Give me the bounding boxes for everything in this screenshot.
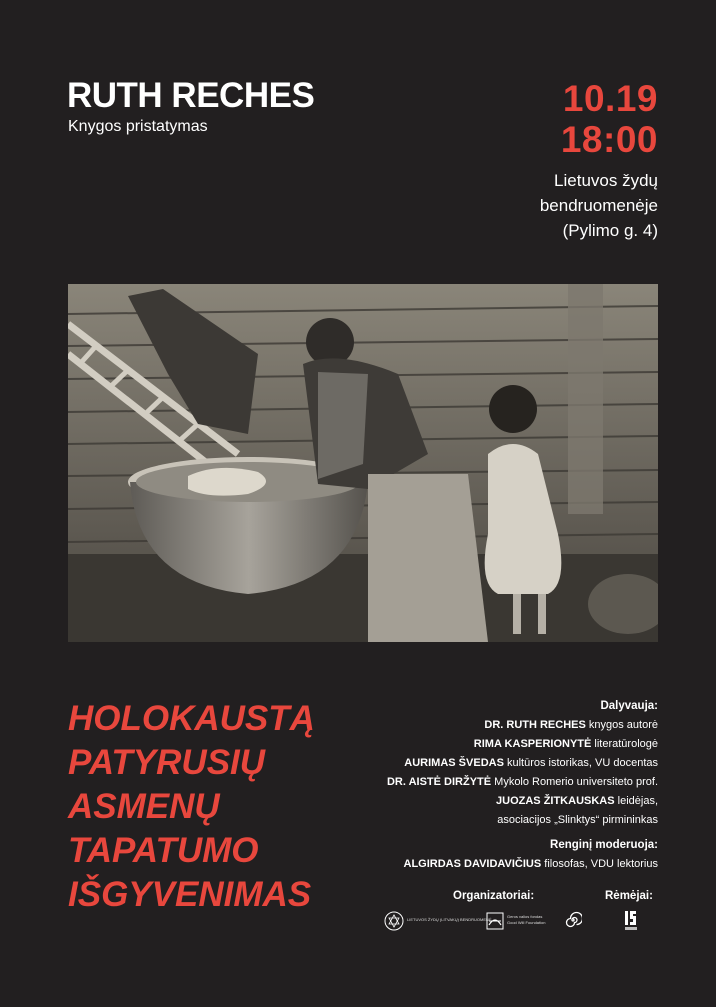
event-datetime bbox=[561, 78, 658, 160]
participant-name: JUOZAS ŽITKAUSKAS bbox=[496, 795, 615, 807]
participant-role-continued: asociacijos „Slinktys“ pirmininkas bbox=[497, 814, 658, 826]
gwf-text-line: Good Will Foundation bbox=[507, 920, 546, 925]
headline-line: ASMENŲ bbox=[68, 787, 220, 826]
participant-role: knygos autorė bbox=[588, 719, 658, 731]
participant-role: literatūrologė bbox=[594, 738, 658, 750]
venue-line: bendruomenėje bbox=[539, 196, 658, 215]
moderator-name: ALGIRDAS DAVIDAVIČIUS bbox=[403, 858, 542, 870]
participant-name: RIMA KASPERIONYTĖ bbox=[473, 738, 592, 750]
slinktys-logo bbox=[564, 911, 582, 934]
participant-row bbox=[387, 773, 658, 792]
participant-role: Mykolo Romerio universiteto prof. bbox=[494, 776, 658, 788]
author-name: RUTH RECHES bbox=[67, 76, 315, 115]
gwf-emblem-icon bbox=[486, 912, 504, 930]
event-subtitle: Knygos pristatymas bbox=[68, 118, 208, 135]
headline-line: TAPATUMO bbox=[68, 831, 259, 870]
event-headline bbox=[68, 697, 315, 917]
moderator-row bbox=[387, 855, 658, 874]
participant-row bbox=[387, 735, 658, 754]
moderator-label: Renginį moderuoja: bbox=[550, 839, 658, 851]
organizers-label: Organizatoriai: bbox=[453, 890, 535, 902]
participant-role: leidėjas, bbox=[617, 795, 658, 807]
lzb-emblem-icon bbox=[384, 911, 404, 931]
participant-name: AURIMAS ŠVEDAS bbox=[404, 757, 504, 769]
headline-line: IŠGYVENIMAS bbox=[68, 875, 312, 914]
venue-line: Lietuvos žydų bbox=[554, 171, 658, 190]
participants-label: Dalyvauja: bbox=[600, 700, 658, 712]
participant-role: kultūros istorikas, VU docentas bbox=[506, 757, 658, 769]
spiral-icon bbox=[564, 911, 582, 929]
supporter-logo bbox=[625, 911, 637, 936]
participant-row bbox=[387, 754, 658, 773]
participant-name: DR. AISTĖ DIRŽYTĖ bbox=[386, 776, 492, 788]
moderator-role: filosofas, VDU lektorius bbox=[544, 858, 658, 870]
participants-section bbox=[387, 697, 658, 874]
lzb-logo-text: LIETUVOS ŽYDŲ (LITVAKŲ) BENDRUOMENĖ bbox=[407, 917, 492, 922]
supporters-label: Rėmėjai: bbox=[605, 890, 653, 902]
headline-line: HOLOKAUSTĄ bbox=[68, 699, 315, 738]
venue-line: (Pylimo g. 4) bbox=[562, 221, 658, 240]
event-time: 18:00 bbox=[560, 119, 658, 160]
event-date: 10.19 bbox=[562, 78, 658, 119]
gwf-text-line: Geros valios fondas bbox=[507, 914, 543, 919]
historical-photo bbox=[68, 284, 658, 642]
participant-row bbox=[387, 792, 658, 811]
participant-name: DR. RUTH RECHES bbox=[484, 719, 586, 731]
headline-line: PATYRUSIŲ bbox=[68, 743, 266, 782]
supporter-emblem-icon bbox=[625, 911, 637, 931]
participant-row bbox=[387, 716, 658, 735]
event-venue bbox=[540, 168, 658, 243]
photo-illustration bbox=[68, 284, 658, 642]
